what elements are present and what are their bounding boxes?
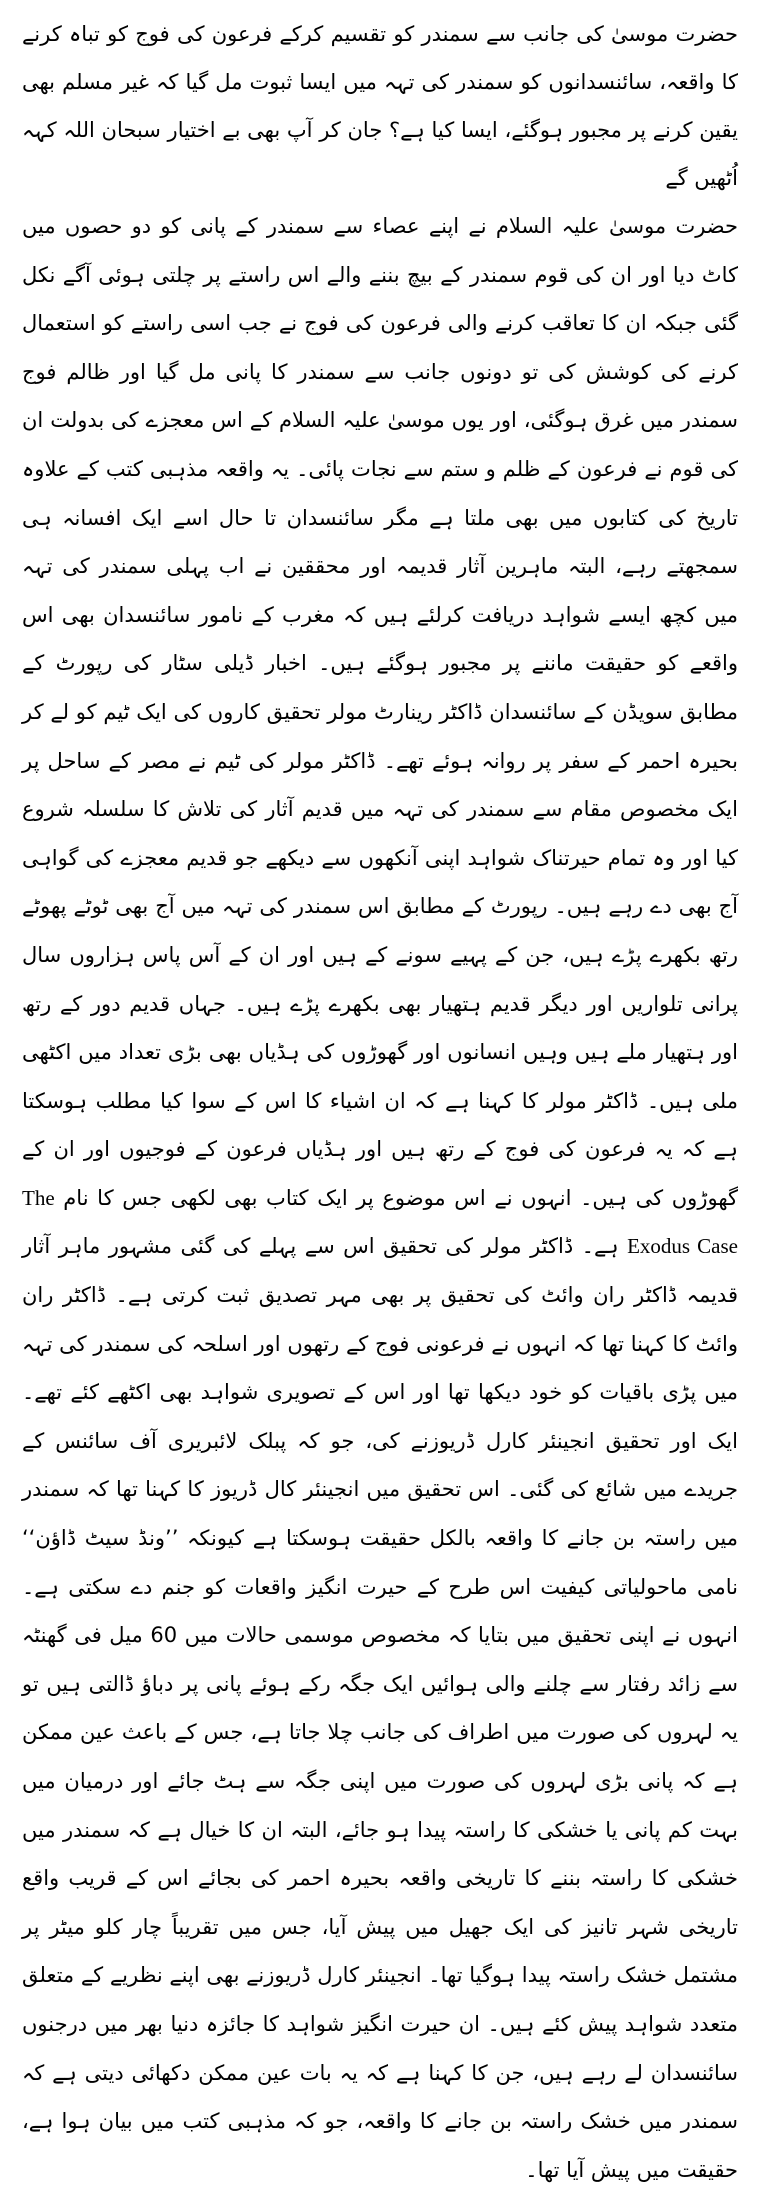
book-title: The Exodus Case	[22, 1185, 738, 1259]
article-body-part2: ہے۔ ڈاکٹر مولر کی تحقیق اس سے پہلے کی گئی مشہور ماہر آثار قدیمہ ڈاکٹر ران وائٹ کی تحقیق پر بھی مہر تصدیق ثبت کرتی ہے۔ ڈاکٹر ران وائٹ کا کہنا تھا کہ انہوں نے فرعونی فوج کے رتھوں اور اسلحہ کی سمندر کی تہہ میں پڑی باقیات کو خود دیکھا تھا اور اس کے تصویری شواہد بھی اکٹھے کئے تھے۔ ایک اور تحقیق انجینئر کارل ڈریوزنے کی، جو کہ پبلک لائبریری آف سائنس کے جریدے میں شائع کی گئی۔ اس تحقیق میں انجینئر کال ڈریوز کا کہنا تھا کہ سمندر میں راستہ بن جانے کا واقعہ بالکل حقیقت ہوسکتا ہے کیونکہ ’’ونڈ سیٹ ڈاؤن‘‘ نامی ماحولیاتی کیفیت اس طرح کے حیرت انگیز واقعات کو جنم دے سکتی ہے۔ انہوں نے اپنی تحقیق میں بتایا کہ مخصوص موسمی حالات میں 60 میل فی گھنٹہ سے زائد رفتار سے چلنے والی ہوائیں ایک جگہ رکے ہوئے پانی پر دباؤ ڈالتی ہیں تو یہ لہروں کی صورت میں اطراف کی جانب چلا جاتا ہے، جس کے باعث عین ممکن ہے کہ پانی بڑی لہروں کی صورت میں اپنی جگہ سے ہٹ جائے اور درمیان میں بہت کم پانی یا خشکی کا راستہ پیدا ہو جائے، البتہ ان کا خیال ہے کہ سمندر میں خشکی کا راستہ بننے کا تاریخی واقعہ بحیرہ احمر کی بجائے اس کے قریب واقع تاریخی شہر تانیز کی ایک جھیل میں پیش آیا، جس میں تقریباً چار کلو میٹر پر مشتمل خشک راستہ پیدا ہوگیا تھا۔ انجینئر کارل ڈریوزنے بھی اپنے نظریے کے متعلق متعدد شواہد پیش کئے ہیں۔ ان حیرت انگیز شواہد کا جائزہ دنیا بھر میں درجنوں سائنسدان لے رہے ہیں، جن کا کہنا ہے کہ یہ بات عین ممکن دکھائی دیتی ہے کہ سمندر میں خشک راستہ بن جانے کا واقعہ، جو کہ مذہبی کتب میں بیان ہوا ہے، حقیقت میں پیش آیا تھا۔	[22, 1234, 738, 2182]
article-body	[22, 202, 738, 2194]
article-body-part1: حضرت موسیٰ علیہ السلام نے اپنے عصاء سے سمندر کے پانی کو دو حصوں میں کاٹ دیا اور ان کی قوم سمندر کے بیچ بننے والے اس راستے پر چلتی ہوئی آگے نکل گئی جبکہ ان کا تعاقب کرنے والی فرعون کی فوج نے جب اسی راستے کو استعمال کرنے کی کوشش کی تو دونوں جانب سے سمندر کا پانی مل گیا اور ظالم فوج سمندر میں غرق ہوگئی، اور یوں موسیٰ علیہ السلام کے اس معجزے کی بدولت ان کی قوم نے فرعون کے ظلم و ستم سے نجات پائی۔ یہ واقعہ مذہبی کتب کے علاوہ تاریخ کی کتابوں میں بھی ملتا ہے مگر سائنسدان تا حال اسے ایک افسانہ ہی سمجھتے رہے، البتہ ماہرین آثار قدیمہ اور محققین نے اب پہلی سمندر کی تہہ میں کچھ ایسے شواہد دریافت کرلئے ہیں کہ مغرب کے نامور سائنسدان بھی اس واقعے کو حقیقت ماننے پر مجبور ہوگئے ہیں۔ اخبار ڈیلی سٹار کی رپورٹ کے مطابق سویڈن کے سائنسدان ڈاکٹر رینارٹ مولر تحقیق کاروں کی ایک ٹیم کو لے کر بحیرہ احمر کے سفر پر روانہ ہوئے تھے۔ ڈاکٹر مولر کی ٹیم نے مصر کے ساحل پر ایک مخصوص مقام سے سمندر کی تہہ میں قدیم آثار کی تلاش کا سلسلہ شروع کیا اور وہ تمام حیرتناک شواہد اپنی آنکھوں سے دیکھے جو قدیم معجزے کی گواہی آج بھی دے رہے ہیں۔ رپورٹ کے مطابق اس سمندر کی تہہ میں آج بھی ٹوٹے پھوٹے رتھ بکھرے پڑے ہیں، جن کے پہیے سونے کے ہیں اور ان کے آس پاس ہزاروں سال پرانی تلواریں اور دیگر قدیم ہتھیار بھی بکھرے پڑے ہیں۔ جہاں قدیم دور کے رتھ اور ہتھیار ملے ہیں وہیں انسانوں اور گھوڑوں کی ہڈیاں بھی بڑی تعداد میں اکٹھی ملی ہیں۔ ڈاکٹر مولر کا کہنا ہے کہ ان اشیاء کا اس کے سوا کیا مطلب ہوسکتا ہے کہ یہ فرعون کی فوج کے رتھ ہیں اور ہڈیاں فرعون کے فوجیوں اور ان کے گھوڑوں کی ہیں۔ انہوں نے اس موضوع پر ایک کتاب بھی لکھی جس کا نام	[22, 214, 738, 1210]
article-title: حضرت موسیٰ کی جانب سے سمندر کو تقسیم کرکے فرعون کی فوج کو تباہ کرنے کا واقعہ، سائنسدانوں کو سمندر کی تہہ میں ایسا ثبوت مل گیا کہ غیر مسلم بھی یقین کرنے پر مجبور ہوگئے، ایسا کیا ہے؟ جان کر آپ بھی بے اختیار سبحان اللہ کہہ اُٹھیں گے	[22, 22, 738, 190]
